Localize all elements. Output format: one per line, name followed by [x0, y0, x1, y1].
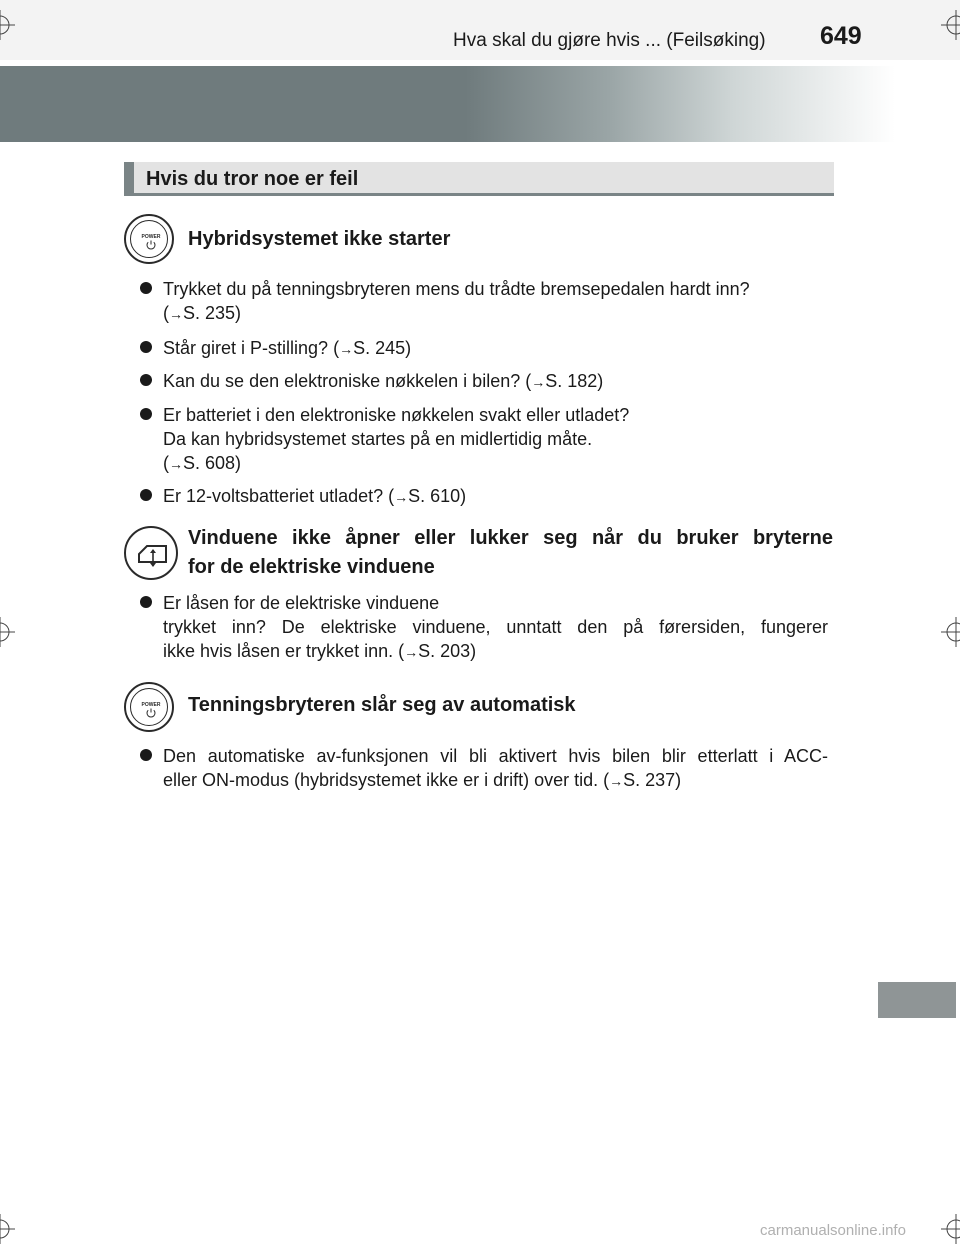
bullet-icon — [140, 596, 152, 608]
bullet-icon — [140, 374, 152, 386]
heading-windows-not-working: Vinduene ikke åpner eller lukker seg når du bruker bryterne for de elektriske vinduene — [188, 527, 833, 578]
list-item: Den automatiske av-funksjonen vil bli aktivert hvis bilen blir etterlatt i ACC- eller ON-modus (hybridsystemet ikke er i drift) over tid. (→S. 237) — [163, 746, 828, 790]
power-label: POWER — [141, 234, 161, 240]
registration-mark-icon — [941, 617, 960, 647]
chapter-banner — [0, 66, 895, 142]
heading-switch-auto-off: Tenningsbryteren slår seg av automatisk — [188, 694, 576, 716]
page-reference: S. 203 — [418, 641, 471, 661]
registration-mark-icon — [0, 617, 15, 647]
running-header-title: Hva skal du gjøre hvis ... (Feilsøking) — [453, 30, 766, 51]
chapter-thumb-tab — [878, 982, 956, 1018]
list-item: Er batteriet i den elektroniske nøkkelen svakt eller utladet? Da kan hybridsystemet startes på en midlertidig måte. (→S. 608) — [163, 405, 630, 473]
arrow-right-icon: → — [394, 489, 409, 505]
arrow-right-icon: → — [531, 374, 546, 390]
arrow-right-icon: → — [169, 306, 183, 322]
page-reference: S. 182 — [545, 371, 598, 391]
section-title: Hvis du tror noe er feil — [146, 168, 359, 190]
registration-mark-icon — [941, 1214, 960, 1244]
page-number: 649 — [820, 22, 862, 50]
list-item: Er 12-voltsbatteriet utladet? (→S. 610) — [163, 486, 467, 506]
registration-mark-icon — [0, 10, 15, 40]
window-switch-icon — [124, 526, 178, 580]
arrow-right-icon: → — [404, 644, 419, 660]
power-switch-icon — [124, 682, 174, 732]
list-item: Kan du se den elektroniske nøkkelen i bilen? (→S. 182) — [163, 371, 604, 391]
bullet-icon — [140, 341, 152, 353]
bullet-icon — [140, 408, 152, 420]
watermark: carmanualsonline.info — [760, 1222, 906, 1239]
power-label: POWER — [141, 702, 161, 708]
heading-hybrid-not-starting: Hybridsystemet ikke starter — [188, 228, 451, 250]
bullet-icon — [140, 489, 152, 501]
page-reference: S. 608 — [183, 453, 236, 473]
arrow-right-icon: → — [339, 341, 354, 357]
section-header — [124, 162, 834, 196]
page-reference: S. 245 — [353, 338, 406, 358]
power-switch-icon — [124, 214, 174, 264]
arrow-right-icon: → — [169, 456, 183, 472]
arrow-right-icon: → — [609, 773, 624, 789]
page-reference: S. 610 — [408, 486, 461, 506]
list-item: Er låsen for de elektriske vinduene trykket inn? De elektriske vinduene, unntatt den på førersiden, fungerer ikke hvis låsen er trykket inn. (→S. 203) — [163, 593, 828, 661]
list-item: Trykket du på tenningsbryteren mens du trådte bremsepedalen hardt inn? (→S. 235) — [163, 279, 750, 323]
page-reference: S. 235 — [183, 303, 236, 323]
bullet-icon — [140, 749, 152, 761]
page-reference: S. 237 — [623, 770, 676, 790]
bullet-icon — [140, 282, 152, 294]
registration-mark-icon — [941, 10, 960, 40]
registration-mark-icon — [0, 1214, 15, 1244]
list-item: Står giret i P-stilling? (→S. 245) — [163, 338, 412, 358]
